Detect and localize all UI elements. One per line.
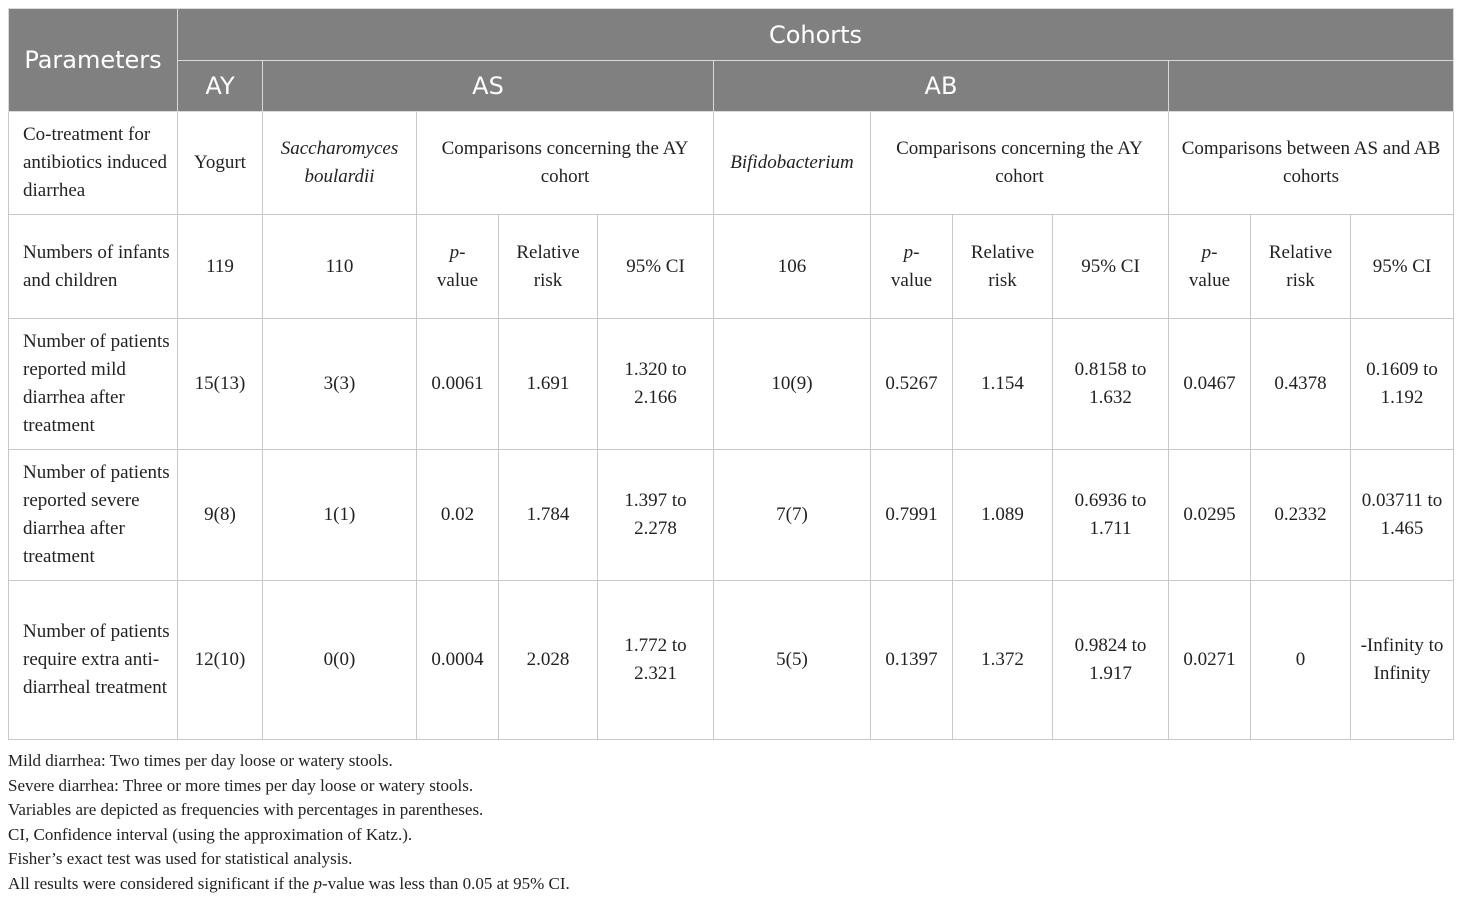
cell-as-p: 0.02 xyxy=(417,450,499,581)
header-row-1 xyxy=(9,9,1454,61)
cell-as-count: 110 xyxy=(263,215,417,319)
cell-x-rr: 0 xyxy=(1251,581,1351,740)
row-label: Number of patients reported severe diarrhea after treatment xyxy=(9,450,178,581)
document xyxy=(8,8,1453,896)
row-label: Co-treatment for antibiotics induced diarrhea xyxy=(9,112,178,215)
footnote-text: -value was less than 0.05 at 95% CI. xyxy=(321,873,570,893)
cell-ay: 12(10) xyxy=(178,581,263,740)
cell-as-ci: 1.320 to 2.166 xyxy=(598,319,714,450)
cell-ci-header: 95% CI xyxy=(598,215,714,319)
cell-as-p: 0.0004 xyxy=(417,581,499,740)
footnote: CI, Confidence interval (using the approximation of Katz.). xyxy=(8,824,413,844)
cell-x-p: 0.0295 xyxy=(1169,450,1251,581)
row-label: Number of patients reported mild diarrhea after treatment xyxy=(9,319,178,450)
cell-ci-header: 95% CI xyxy=(1053,215,1169,319)
cell-bifidobacterium: Bifidobacterium xyxy=(714,112,871,215)
cell-ay: 15(13) xyxy=(178,319,263,450)
cell-ab: 5(5) xyxy=(714,581,871,740)
cell-as-ci: 1.772 to 2.321 xyxy=(598,581,714,740)
cell-ab-p: 0.5267 xyxy=(871,319,953,450)
results-table xyxy=(8,8,1454,740)
footnote xyxy=(8,872,1453,897)
cell-as-ci: 1.397 to 2.278 xyxy=(598,450,714,581)
cell-relative-risk-header: Relative risk xyxy=(953,215,1053,319)
cell-x-rr: 0.4378 xyxy=(1251,319,1351,450)
cell-as: 3(3) xyxy=(263,319,417,450)
p-suffix: value xyxy=(436,269,479,291)
cell-ay: 9(8) xyxy=(178,450,263,581)
ay-header: AY xyxy=(178,61,263,112)
cohorts-header: Cohorts xyxy=(178,9,1454,61)
footnote: Fisher’s exact test was used for statistical analysis. xyxy=(8,849,353,868)
cell-p-value-header xyxy=(1169,215,1251,319)
cell-x-ci: -Infinity to Infinity xyxy=(1351,581,1454,740)
cell-as-comparison: Comparisons concerning the AY cohort xyxy=(417,112,714,215)
cell-ab-count: 106 xyxy=(714,215,871,319)
cell-ab-p: 0.1397 xyxy=(871,581,953,740)
as-header: AS xyxy=(263,61,714,112)
cell-as-rr: 2.028 xyxy=(499,581,598,740)
cell-as-rr: 1.691 xyxy=(499,319,598,450)
cell-ab-ci: 0.8158 to 1.632 xyxy=(1053,319,1169,450)
p-suffix: value xyxy=(890,269,933,291)
cell-ab-rr: 1.372 xyxy=(953,581,1053,740)
ab-header: AB xyxy=(714,61,1169,112)
cell-ab: 10(9) xyxy=(714,319,871,450)
footnote-p-italic: p xyxy=(313,873,322,893)
extra-treatment-row xyxy=(9,581,1454,740)
mild-diarrhea-row xyxy=(9,319,1454,450)
cell-as: 1(1) xyxy=(263,450,417,581)
cell-as-p: 0.0061 xyxy=(417,319,499,450)
cell-p-value-header xyxy=(417,215,499,319)
table-footnotes xyxy=(8,749,1453,896)
row-label: Numbers of infants and children xyxy=(9,215,178,319)
header-row-2 xyxy=(9,61,1454,112)
footnote: Severe diarrhea: Three or more times per day loose or watery stools. xyxy=(8,775,474,795)
p-label: p- xyxy=(449,241,466,263)
row-label: Number of patients require extra anti-diarrheal treatment xyxy=(9,581,178,740)
cell-relative-risk-header: Relative risk xyxy=(499,215,598,319)
cell-p-value-header xyxy=(871,215,953,319)
cotreatment-row xyxy=(9,112,1454,215)
cell-ab-comparison: Comparisons concerning the AY cohort xyxy=(871,112,1169,215)
cell-as: 0(0) xyxy=(263,581,417,740)
p-label: p- xyxy=(1201,241,1218,263)
cell-ab-rr: 1.154 xyxy=(953,319,1053,450)
p-label: p- xyxy=(903,241,920,263)
parameters-header: Parameters xyxy=(9,9,178,112)
cell-x-p: 0.0271 xyxy=(1169,581,1251,740)
cell-ab-rr: 1.089 xyxy=(953,450,1053,581)
cell-as-rr: 1.784 xyxy=(499,450,598,581)
numbers-row xyxy=(9,215,1454,319)
cell-x-ci: 0.1609 to 1.192 xyxy=(1351,319,1454,450)
cell-yogurt: Yogurt xyxy=(178,112,263,215)
cell-ab-p: 0.7991 xyxy=(871,450,953,581)
severe-diarrhea-row xyxy=(9,450,1454,581)
cell-x-rr: 0.2332 xyxy=(1251,450,1351,581)
p-suffix: value xyxy=(1188,269,1231,291)
cell-saccharomyces: Saccharomyces boulardii xyxy=(263,112,417,215)
footnote-text: All results were considered significant if the xyxy=(8,873,314,893)
cell-ab-ci: 0.6936 to 1.711 xyxy=(1053,450,1169,581)
comparison-header xyxy=(1169,61,1454,112)
footnote: Mild diarrhea: Two times per day loose or watery stools. xyxy=(8,751,393,770)
cell-as-ab-comparison: Comparisons between AS and AB cohorts xyxy=(1169,112,1454,215)
cell-ab-ci: 0.9824 to 1.917 xyxy=(1053,581,1169,740)
cell-ay-count: 119 xyxy=(178,215,263,319)
cell-x-ci: 0.03711 to 1.465 xyxy=(1351,450,1454,581)
cell-relative-risk-header: Relative risk xyxy=(1251,215,1351,319)
cell-ci-header: 95% CI xyxy=(1351,215,1454,319)
footnote: Variables are depicted as frequencies with percentages in parentheses. xyxy=(8,800,484,819)
cell-x-p: 0.0467 xyxy=(1169,319,1251,450)
cell-ab: 7(7) xyxy=(714,450,871,581)
